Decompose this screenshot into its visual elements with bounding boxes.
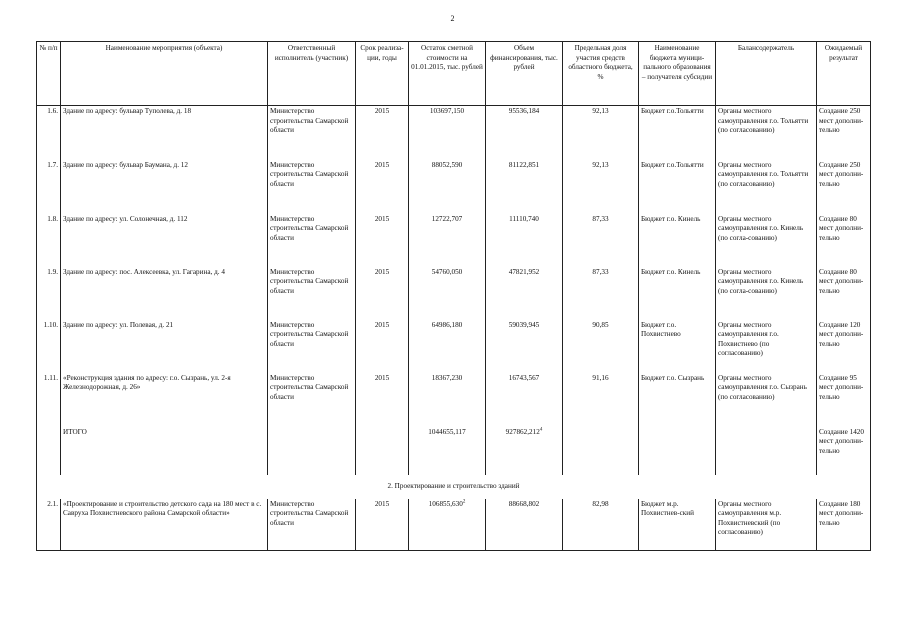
row-budget: Бюджет г.о. Кинель [639, 267, 716, 320]
row-term: 2015 [356, 106, 409, 160]
row-budget: Бюджет г.о.Тольятти [639, 106, 716, 160]
row-balance: 88052,590 [409, 160, 486, 214]
row-volume: 16743,567 [486, 373, 563, 427]
col-header-volume: Объем финансирования, тыс. рублей [486, 42, 563, 106]
row-term: 2015 [356, 320, 409, 373]
col-header-responsible: Ответственный исполнитель (участник) [268, 42, 356, 106]
row-balance: 18367,230 [409, 373, 486, 427]
total-result: Создание 1420 мест дополни-тельно [817, 427, 871, 475]
table-row [37, 160, 871, 214]
table-row [37, 373, 871, 427]
row-name: Здание по адресу: ул. Полевая, д. 21 [61, 320, 268, 373]
row-number: 1.9. [37, 267, 61, 320]
row-balance: 103697,150 [409, 106, 486, 160]
col-header-balance: Остаток сметной стоимости на 01.01.2015, тыс. рублей [409, 42, 486, 106]
row-term: 2015 [356, 373, 409, 427]
row-term: 2015 [356, 160, 409, 214]
row-term: 2015 [356, 499, 409, 551]
row-share: 92,13 [563, 106, 639, 160]
row-term: 2015 [356, 267, 409, 320]
row-name: Здание по адресу: бульвар Туполева, д. 18 [61, 106, 268, 160]
row-volume: 59039,945 [486, 320, 563, 373]
row-balance: 106855,630$^2$ [409, 499, 486, 551]
header-row [37, 42, 871, 106]
col-header-budget: Наименование бюджета муници-пального образования – получателя субсидии [639, 42, 716, 106]
row-holder: Органы местного самоуправления г.о. Похвистнево (по согласованию) [716, 320, 817, 373]
section-heading-row [37, 475, 871, 499]
footnote-mark: 4 [539, 427, 543, 433]
table-row [37, 320, 871, 373]
row-responsible: Министерство строительства Самарской области [268, 320, 356, 373]
row-name: Здание по адресу: пос. Алексеевка, ул. Гагарина, д. 4 [61, 267, 268, 320]
table-row [37, 499, 871, 551]
page-number: 2 [450, 14, 455, 23]
row-name: «Проектирование и строительство детского сада на 180 мест в с. Савруха Похвистневского района Самарской области» [61, 499, 268, 551]
row-share: 90,85 [563, 320, 639, 373]
row-responsible: Министерство строительства Самарской области [268, 160, 356, 214]
row-result: Создание 250 мест дополни-тельно [817, 106, 871, 160]
row-volume: 11110,740 [486, 214, 563, 267]
row-result: Создание 120 мест дополни-тельно [817, 320, 871, 373]
row-number: 1.10. [37, 320, 61, 373]
row-holder: Органы местного самоуправления м.р. Похвистневский (по согласованию) [716, 499, 817, 551]
col-header-term: Срок реализа-ции, годы [356, 42, 409, 106]
row-holder: Органы местного самоуправления г.о. Кинель (по согла-сованию) [716, 267, 817, 320]
col-header-result: Ожидаемый результат [817, 42, 871, 106]
row-name: «Реконструкция здания по адресу: г.о. Сызрань, ул. 2-я Железнодорожная, д. 26» [61, 373, 268, 427]
row-holder: Органы местного самоуправления г.о. Тольятти (по согласованию) [716, 106, 817, 160]
row-volume: 81122,851 [486, 160, 563, 214]
total-balance: 1044655,117 [409, 427, 486, 475]
row-term: 2015 [356, 214, 409, 267]
row-holder: Органы местного самоуправления г.о. Тольятти (по согласованию) [716, 160, 817, 214]
row-share: 91,16 [563, 373, 639, 427]
row-holder: Органы местного самоуправления г.о. Сызрань (по согласованию) [716, 373, 817, 427]
row-share: 87,33 [563, 267, 639, 320]
row-number: 1.6. [37, 106, 61, 160]
table-row [37, 267, 871, 320]
total-volume: 927862,212$^4$ [486, 427, 563, 475]
row-budget: Бюджет г.о.Тольятти [639, 160, 716, 214]
row-balance: 12722,707 [409, 214, 486, 267]
row-holder: Органы местного самоуправления г.о. Кинель (по согла-сованию) [716, 214, 817, 267]
row-result: Создание 80 мест дополни-тельно [817, 267, 871, 320]
col-header-holder: Балансодержатель [716, 42, 817, 106]
section-title: 2. Проектирование и строительство зданий [37, 475, 871, 499]
row-responsible: Министерство строительства Самарской области [268, 373, 356, 427]
row-share: 82,98 [563, 499, 639, 551]
row-responsible: Министерство строительства Самарской области [268, 267, 356, 320]
total-row [37, 427, 871, 475]
row-volume: 88668,802 [486, 499, 563, 551]
row-number: 1.11. [37, 373, 61, 427]
row-responsible: Министерство строительства Самарской области [268, 106, 356, 160]
col-header-name: Наименование мероприятия (объекта) [61, 42, 268, 106]
row-volume: 47821,952 [486, 267, 563, 320]
row-number: 1.8. [37, 214, 61, 267]
footnote-mark: 2 [462, 499, 466, 505]
row-balance: 54760,050 [409, 267, 486, 320]
col-header-num: № п/п [37, 42, 61, 106]
table-row [37, 214, 871, 267]
row-volume: 95536,184 [486, 106, 563, 160]
row-name: Здание по адресу: бульвар Баумана, д. 12 [61, 160, 268, 214]
col-header-share: Предельная доля участия средств областного бюджета, % [563, 42, 639, 106]
row-result: Создание 250 мест дополни-тельно [817, 160, 871, 214]
row-budget: Бюджет г.о. Похвистнево [639, 320, 716, 373]
row-share: 87,33 [563, 214, 639, 267]
row-number: 1.7. [37, 160, 61, 214]
row-result: Создание 80 мест дополни-тельно [817, 214, 871, 267]
row-result: Создание 95 мест дополни-тельно [817, 373, 871, 427]
table-row [37, 106, 871, 160]
row-result: Создание 180 мест дополни-тельно [817, 499, 871, 551]
row-number: 2.1. [37, 499, 61, 551]
total-label: ИТОГО [61, 427, 268, 475]
row-budget: Бюджет г.о. Кинель [639, 214, 716, 267]
row-responsible: Министерство строительства Самарской области [268, 214, 356, 267]
row-budget: Бюджет м.р. Похвистнев-ский [639, 499, 716, 551]
row-name: Здание по адресу: ул. Солонечная, д. 112 [61, 214, 268, 267]
row-budget: Бюджет г.о. Сызрань [639, 373, 716, 427]
row-responsible: Министерство строительства Самарской области [268, 499, 356, 551]
program-table [36, 41, 871, 551]
row-share: 92,13 [563, 160, 639, 214]
row-balance: 64986,180 [409, 320, 486, 373]
